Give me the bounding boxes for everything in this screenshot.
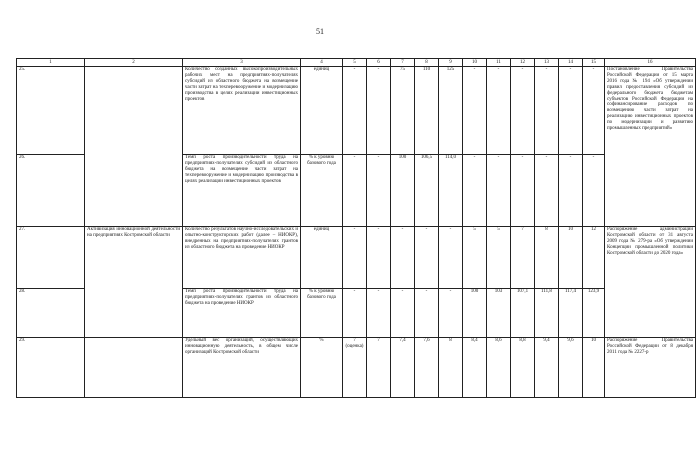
indicator-cell: Количество результатов научно-исследовательских и опытно-конструкторских работ (далее – НИОКР), внедренных на предприятиях-получателях грантов из областного бюджета на проведение НИОКР [183,227,301,289]
column-number: 14 [559,59,583,67]
value-cell: - [367,155,391,227]
value-cell: 100 [463,289,487,338]
table-row [17,67,696,155]
value-cell: 7 [367,338,391,398]
value-cell: 117,4 [559,289,583,338]
unit-cell: % [301,338,343,398]
source-cell: Постановление Правительства Российской Федерации от 15 марта 2016 года № 194 «Об утверждении правил предоставления субсидий из федерального бюджета бюджетам субъектов Российской Федерации на софинансирование расходов по возмещению части затрат на реализацию инвестиционных проектов по модернизации и развитию промышленных предприятий» [605,67,696,227]
indicator-cell: Темп роста производительности труда на предприятиях-получателях субсидий из областного бюджета на возмещение части затрат на техперевооружение и модернизацию производства в целях реализации инвестиционных проектов [183,155,301,227]
value-cell: - [487,67,511,155]
value-cell: 111,8 [535,289,559,338]
value-cell: 123,9 [583,289,605,338]
value-cell: - [487,155,511,227]
value-cell: - [343,67,367,155]
column-number: 5 [343,59,367,67]
column-number: 11 [487,59,511,67]
value-cell: 125 [439,67,463,155]
unit-cell: единиц [301,67,343,155]
value-cell: - [583,67,605,155]
value-cell: - [367,289,391,338]
value-cell: 103 [487,289,511,338]
unit-cell: единиц [301,227,343,289]
table-row [17,227,696,289]
value-cell: - [367,227,391,289]
indicators-table [16,58,696,398]
column-number: 8 [415,59,439,67]
value-cell: - [367,67,391,155]
activity-cell: Активизация инновационной деятельности на предприятиях Костромской области [85,227,183,338]
column-number: 2 [85,59,183,67]
value-cell: 8 [535,227,559,289]
unit-cell: % к уровню базового года [301,289,343,338]
value-cell: 7 [511,227,535,289]
value-cell: - [463,155,487,227]
value-cell: - [439,227,463,289]
value-cell: 114,0 [439,155,463,227]
value-cell: 7,6 [415,338,439,398]
row-number: 25. [17,67,85,155]
column-number: 4 [301,59,343,67]
column-number: 9 [439,59,463,67]
column-number: 1 [17,59,85,67]
source-cell: Распоряжение администрации Костромской области от 31 августа 2009 года № 279-ра «Об утверждении Концепции промышленной политики Костромской области до 2020 года» [605,227,696,338]
unit-cell: % к уровню базового года [301,155,343,227]
column-number: 16 [605,59,696,67]
column-number-row [17,59,696,67]
value-cell: - [559,67,583,155]
value-cell: - [439,289,463,338]
value-cell: 9,4 [535,338,559,398]
source-cell: Распоряжение Правительства Российской Федерации от 8 декабря 2011 года № 2227-р [605,338,696,398]
indicator-cell: Количество созданных высокопроизводительных рабочих мест на предприятиях-получателях субсидий из областного бюджета на возмещение части затрат на техперевооружение и модернизацию производства в целях реализации инвестиционных проектов [183,67,301,155]
value-cell: - [343,227,367,289]
value-cell: 7,4 [391,338,415,398]
column-number: 7 [391,59,415,67]
value-cell: 107,1 [511,289,535,338]
activity-cell [85,67,183,227]
activity-cell [85,338,183,398]
value-cell: 8 [439,338,463,398]
value-cell: 5 [463,227,487,289]
value-cell: - [343,155,367,227]
value-cell: - [583,155,605,227]
indicator-cell: Темп роста производительности труда на предприятиях-получателях грантов из областного бюджета на проведение НИОКР [183,289,301,338]
value-cell: 106,5 [415,155,439,227]
column-number: 15 [583,59,605,67]
table-row [17,338,696,398]
value-cell: - [463,67,487,155]
row-number: 26. [17,155,85,227]
value-cell: 5 [487,227,511,289]
value-cell: 10 [583,338,605,398]
row-number: 28. [17,289,85,338]
column-number: 3 [183,59,301,67]
value-cell: 8,8 [511,338,535,398]
value-cell: - [535,67,559,155]
page-number: 51 [316,27,324,36]
value-cell: 8,4 [463,338,487,398]
value-cell: - [559,155,583,227]
row-number: 29. [17,338,85,398]
value-cell: 110 [415,67,439,155]
column-number: 6 [367,59,391,67]
indicator-cell: Удельный вес организаций, осуществляющих инновационную деятельность, в общем числе организаций Костромской области [183,338,301,398]
value-cell: - [415,289,439,338]
value-cell: 7 (оценка) [343,338,367,398]
value-cell: - [511,67,535,155]
value-cell: - [415,227,439,289]
value-cell: 9,6 [559,338,583,398]
value-cell: 100 [391,155,415,227]
value-cell: - [343,289,367,338]
value-cell: 10 [559,227,583,289]
value-cell: - [535,155,559,227]
column-number: 12 [511,59,535,67]
value-cell: - [511,155,535,227]
value-cell: - [391,289,415,338]
column-number: 10 [463,59,487,67]
value-cell: 8,6 [487,338,511,398]
value-cell: 12 [583,227,605,289]
row-number: 27. [17,227,85,289]
value-cell: 75 [391,67,415,155]
column-number: 13 [535,59,559,67]
value-cell: - [391,227,415,289]
